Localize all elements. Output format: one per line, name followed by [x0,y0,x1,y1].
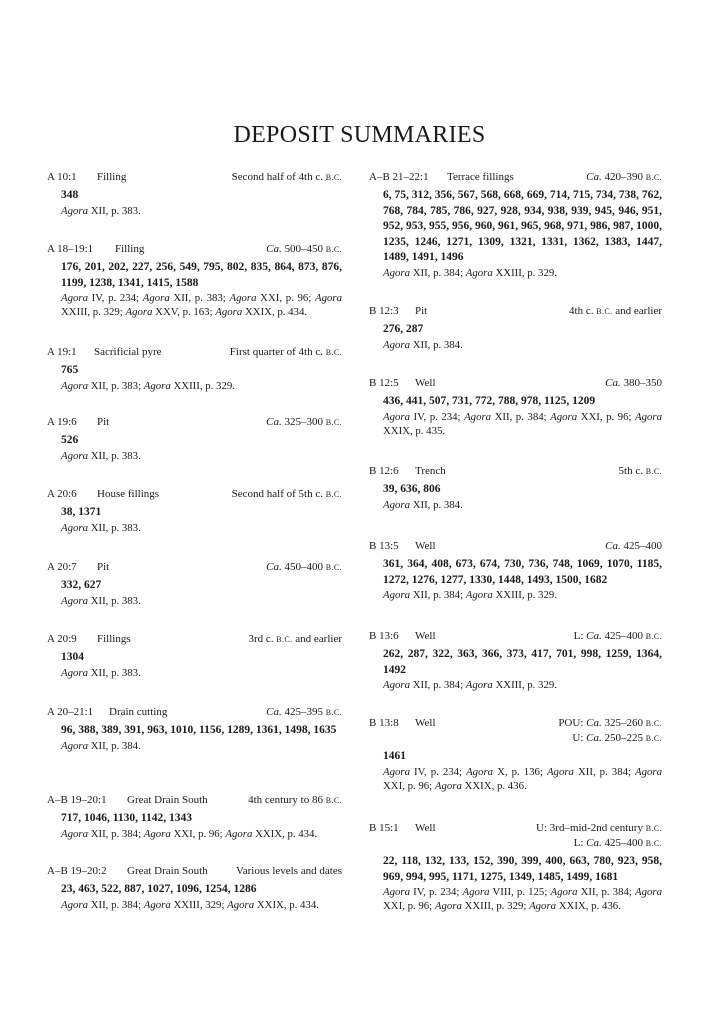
deposit-entry-b12-5 [369,376,662,438]
deposit-entry-a19-6 [47,415,342,463]
catalog-numbers: 39, 636, 806 [383,483,441,495]
deposit-date: 5th c. B.C. [618,465,662,477]
deposit-entry-b12-3 [369,304,662,352]
catalog-numbers: 348 [61,189,79,201]
deposit-description: Terrace fillings [447,171,514,183]
deposit-entry-ab19-20-2 [47,864,342,912]
bibliography: Agora IV, p. 234; Agora XII, p. 384; Agora XXI, p. 96; Agora XXIX, p. 435. [383,410,662,437]
deposit-entry-a10-1 [47,170,342,218]
deposit-date: Ca. 425–395 B.C. [266,706,342,718]
bibliography: Agora XII, p. 384; Agora XXIII, p. 329. [383,679,557,691]
bibliography: Agora XII, p. 383. [61,449,141,462]
deposit-entry-b13-6 [369,629,662,692]
deposit-description: Well [415,717,436,729]
deposit-date-secondary: U: Ca. 250–225 B.C. [572,732,662,744]
deposit-description: Well [415,822,436,834]
deposit-description: Pit [97,561,110,573]
bibliography: Agora XII, p. 384; Agora XXIII, p. 329. [383,266,557,279]
deposit-date: Ca. 450–400 B.C. [266,561,342,573]
catalog-numbers: 22, 118, 132, 133, 152, 390, 399, 400, 663, 780, 923, 958, 969, 994, 995, 1171, 1275, 1349, 1485, 1499, 1681 [383,855,662,883]
deposit-description: Trench [415,465,446,477]
deposit-date: 3rd c. B.C. and earlier [248,633,342,645]
catalog-numbers: 262, 287, 322, 363, 366, 373, 417, 701, 998, 1259, 1364, 1492 [383,648,662,676]
bibliography: Agora XII, p. 383. [61,204,141,217]
deposit-date: POU: Ca. 325–260 B.C. [558,717,662,729]
deposit-description: Filling [97,171,127,183]
bibliography: Agora IV, p. 234; Agora VIII, p. 125; Agora XII, p. 384; Agora XXI, p. 96; Agora XXIII, p. 329; Agora XXIX, p. 436. [383,886,663,912]
catalog-numbers: 717, 1046, 1130, 1142, 1343 [61,812,192,824]
deposit-code: B 12:6 [369,465,399,477]
deposit-entry-a19-1 [47,345,342,393]
deposit-description: Well [415,630,436,642]
deposit-entry-ab19-20-1 [47,793,342,841]
deposit-code: A 10:1 [47,171,77,183]
deposit-entry-ab21-22-1 [369,170,662,280]
deposit-date: Ca. 425–400 [605,540,662,552]
deposit-code: B 13:6 [369,630,399,642]
deposit-description: Filling [115,243,145,255]
deposit-entry-b15-1 [369,821,662,913]
deposit-code: A 20–21:1 [47,706,94,718]
deposit-entry-a18-19-1 [47,242,342,319]
bibliography: Agora XII, p. 384. [383,498,463,511]
deposit-entry-a20-21-1 [47,705,342,753]
deposit-entry-b12-6 [369,464,662,512]
deposit-entry-a20-6 [47,487,342,535]
deposit-date: Ca. 420–390 B.C. [586,171,662,183]
catalog-numbers: 1304 [61,651,84,663]
catalog-numbers: 23, 463, 522, 887, 1027, 1096, 1254, 1286 [61,883,257,895]
deposit-entry-b13-5 [369,539,662,602]
catalog-numbers: 6, 75, 312, 356, 567, 568, 668, 669, 714, 715, 734, 738, 762, 768, 784, 785, 786, 927, 928, 934, 938, 939, 945, 946, 951, 952, 953, 955, 956, 960, 961, 965, 968, 971, 986, 987, 1000, 1235, 1246, 1271, 1309, 1321, 1331, 1362, 1383, 1447, 1489, 1491, 1496 [383,189,662,263]
deposit-code: B 13:8 [369,717,399,729]
deposit-description: Pit [415,305,428,317]
bibliography: Agora XII, p. 384; Agora XXIII, 329; Agora XXIX, p. 434. [61,898,319,911]
bibliography: Agora XII, p. 384. [383,338,463,351]
bibliography: Agora XII, p. 383. [61,521,141,534]
deposit-description: Drain cutting [109,706,168,718]
deposit-date: Second half of 5th c. B.C. [231,488,342,500]
catalog-numbers: 436, 441, 507, 731, 772, 788, 978, 1125, 1209 [383,395,596,407]
deposit-description: Great Drain South [127,794,208,806]
deposit-date: First quarter of 4th c. B.C. [229,346,342,358]
catalog-numbers: 176, 201, 202, 227, 256, 549, 795, 802, 835, 864, 873, 876, 1199, 1238, 1341, 1415, 1588 [61,261,342,289]
catalog-numbers: 96, 388, 389, 391, 963, 1010, 1156, 1289, 1361, 1498, 1635 [61,724,337,736]
deposit-date: 4th c. B.C. and earlier [569,305,662,317]
deposit-entry-a20-7 [47,560,342,608]
deposit-description: Well [415,377,436,389]
deposit-description: Great Drain South [127,865,208,877]
bibliography: Agora XII, p. 384; Agora XXIII, p. 329. [383,589,557,601]
deposit-date: Ca. 380–350 [605,377,662,389]
deposit-description: Fillings [97,633,131,645]
deposit-date: U: 3rd–mid-2nd century B.C. [536,822,662,834]
deposit-code: A 20:9 [47,633,77,645]
deposit-code: A–B 19–20:2 [47,865,107,877]
bibliography: Agora XII, p. 384. [61,739,141,752]
deposit-date: Ca. 325–300 B.C. [266,416,342,428]
deposit-entry-a20-9 [47,632,342,680]
deposit-description: Sacrificial pyre [94,346,162,358]
deposit-code: A–B 19–20:1 [47,794,107,806]
deposit-code: A 19:6 [47,416,77,428]
catalog-numbers: 332, 627 [61,579,102,591]
deposit-code: A 20:6 [47,488,77,500]
deposit-code: A 19:1 [47,346,77,358]
deposit-date: L: Ca. 425–400 B.C. [573,630,662,642]
page-title: DEPOSIT SUMMARIES [233,122,486,148]
deposit-date-secondary: L: Ca. 425–400 B.C. [573,837,662,849]
deposit-date: Second half of 4th c. B.C. [231,171,342,183]
bibliography: Agora XII, p. 383; Agora XXIII, p. 329. [61,379,235,392]
catalog-numbers: 1461 [383,750,406,762]
bibliography: Agora IV, p. 234; Agora X, p. 136; Agora XII, p. 384; Agora XXI, p. 96; Agora XXIX, p. 436. [383,765,663,792]
bibliography: Agora IV, p. 234; Agora XII, p. 383; Agora XXI, p. 96; Agora XXIII, p. 329; Agora XXV, p. 163; Agora XXIX, p. 434. [61,292,342,318]
bibliography: Agora XII, p. 383. [61,666,141,679]
deposit-date: 4th century to 86 B.C. [248,794,342,806]
deposit-entry-b13-8 [369,716,662,793]
bibliography: Agora XII, p. 383. [61,594,141,607]
catalog-numbers: 361, 364, 408, 673, 674, 730, 736, 748, 1069, 1070, 1185, 1272, 1276, 1277, 1330, 1448, 1493, 1500, 1682 [383,558,662,586]
deposit-date: Ca. 500–450 B.C. [266,243,342,255]
bibliography: Agora XII, p. 384; Agora XXI, p. 96; Agora XXIX, p. 434. [61,827,318,840]
catalog-numbers: 38, 1371 [61,506,102,518]
deposit-code: B 12:3 [369,305,399,317]
deposit-code: A–B 21–22:1 [369,171,429,183]
deposit-date: Various levels and dates [236,865,342,877]
deposit-description: Pit [97,416,110,428]
catalog-numbers: 276, 287 [383,323,424,335]
deposit-code: B 13:5 [369,540,399,552]
deposit-code: B 12:5 [369,377,399,389]
deposit-code: A 18–19:1 [47,243,94,255]
deposit-description: House fillings [97,488,160,500]
catalog-numbers: 765 [61,364,79,376]
deposit-code: A 20:7 [47,561,77,573]
deposit-code: B 15:1 [369,822,399,834]
deposit-description: Well [415,540,436,552]
catalog-numbers: 526 [61,434,79,446]
